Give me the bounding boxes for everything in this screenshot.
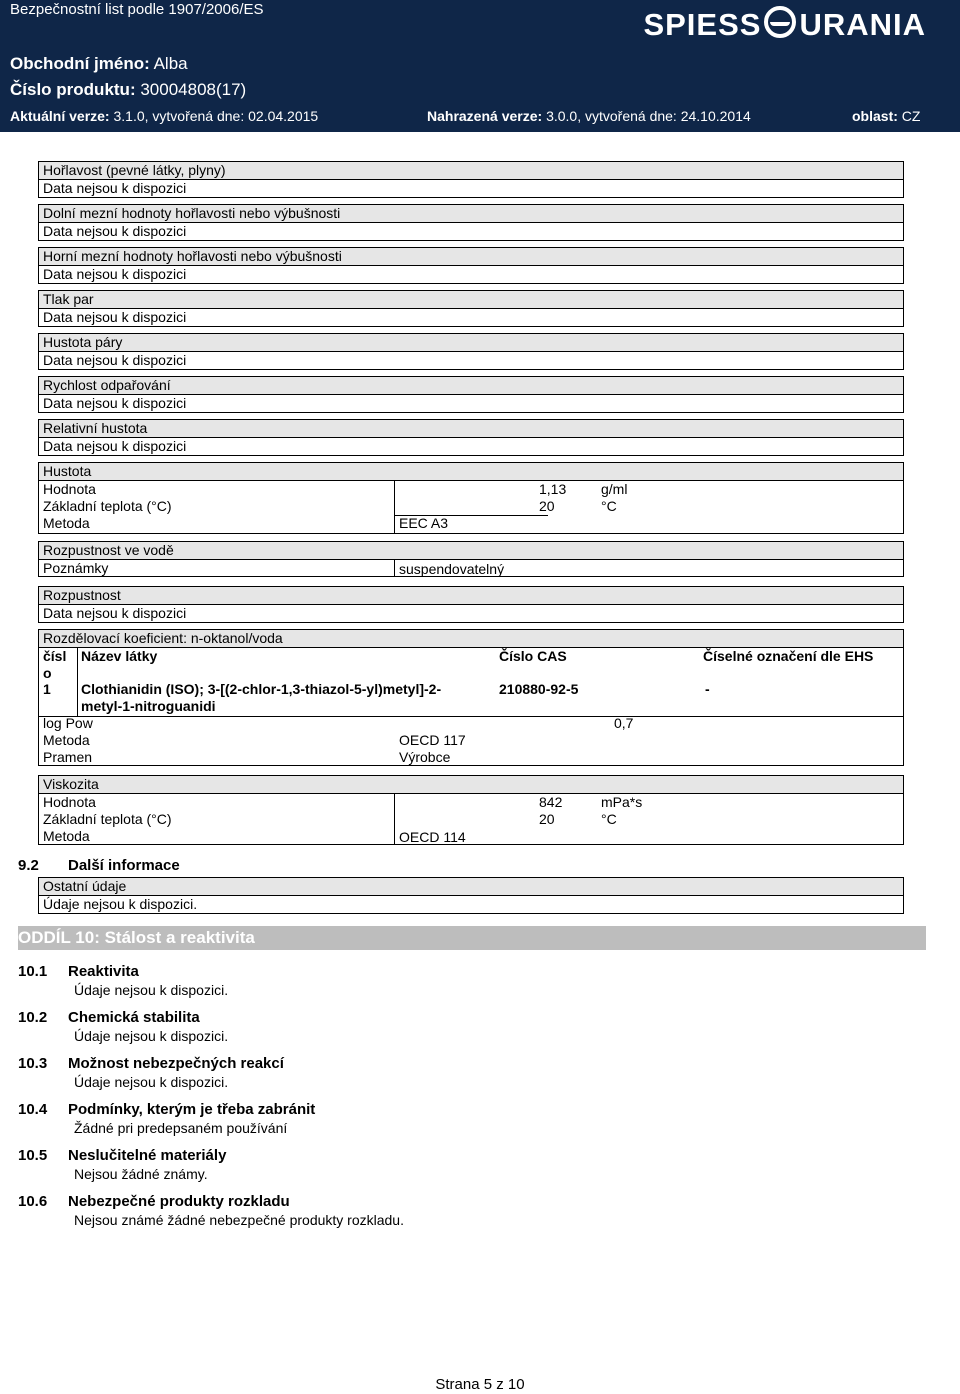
box-title: Rozdělovací koeficient: n-oktanol/voda xyxy=(39,630,903,648)
item-title: Chemická stabilita xyxy=(68,1009,200,1026)
subsection-9-2-number: 9.2 xyxy=(18,857,39,874)
box-text: Data nejsou k dispozici xyxy=(43,180,187,196)
box-title: Hustota xyxy=(39,463,903,481)
item-text: Údaje nejsou k dispozici. xyxy=(74,1074,229,1090)
viskozita-row-method: Metoda OECD 114 xyxy=(43,828,466,845)
box-rychlost-odparovani xyxy=(38,376,904,413)
item-title: Neslučitelné materiály xyxy=(68,1147,227,1164)
box-ostatni-udaje xyxy=(38,877,904,914)
koeficient-header-row: čísl Název látky Číslo CAS Číselné označení dle EHS xyxy=(43,648,874,664)
hustota-row-temp: Základní teplota (°C) 20 °C xyxy=(43,498,617,514)
divider xyxy=(77,648,78,716)
product-info-bar xyxy=(0,42,960,132)
company-logo: SPIESS URANIA xyxy=(643,7,926,42)
section-10-header: ODDÍL 10: Stálost a reaktivita xyxy=(18,926,926,950)
item-number: 10.5 xyxy=(18,1147,48,1164)
rozpustnost-voda-row: Poznámky suspendovatelný xyxy=(43,560,505,577)
box-title: Tlak par xyxy=(39,291,903,309)
item-number: 10.2 xyxy=(18,1009,48,1026)
divider xyxy=(39,716,903,717)
logo-circle-icon xyxy=(764,6,796,38)
document-header xyxy=(0,0,960,42)
item-number: 10.6 xyxy=(18,1193,48,1210)
item-text: Údaje nejsou k dispozici. xyxy=(74,982,229,998)
box-text: Data nejsou k dispozici xyxy=(43,352,187,368)
region: oblast: CZ xyxy=(852,108,921,124)
box-koeficient xyxy=(38,629,904,766)
box-title: Hořlavost (pevné látky, plyny) xyxy=(39,162,903,180)
box-text: Údaje nejsou k dispozici. xyxy=(43,896,198,912)
divider xyxy=(394,481,395,533)
box-title: Ostatní údaje xyxy=(39,878,903,896)
box-horni-mez xyxy=(38,247,904,284)
koeficient-header-row-2: o xyxy=(43,665,52,681)
current-version: Aktuální verze: 3.1.0, vytvořená dne: 02.04.2015 xyxy=(10,108,319,124)
box-text: Data nejsou k dispozici xyxy=(43,266,187,282)
page-number: Strana 5 z 10 xyxy=(435,1376,525,1393)
viskozita-row-temp: Základní teplota (°C) 20 °C xyxy=(43,811,617,827)
box-text: Data nejsou k dispozici xyxy=(43,395,187,411)
box-title: Rychlost odpařování xyxy=(39,377,903,395)
logpow-row: log Pow 0,7 xyxy=(43,715,634,731)
divider xyxy=(394,794,395,844)
viskozita-row-value: Hodnota 842 mPa*s xyxy=(43,794,643,810)
document-title: Bezpečnostní list podle 1907/2006/ES xyxy=(10,1,264,18)
trade-name: Obchodní jméno: Alba xyxy=(10,54,188,73)
box-rozpustnost xyxy=(38,586,904,623)
box-tlak-par xyxy=(38,290,904,327)
item-number: 10.3 xyxy=(18,1055,48,1072)
box-title: Relativní hustota xyxy=(39,420,903,438)
item-text: Nejsou žádné známy. xyxy=(74,1166,208,1182)
box-text: Data nejsou k dispozici xyxy=(43,309,187,325)
box-hustota xyxy=(38,462,904,534)
item-number: 10.4 xyxy=(18,1101,48,1118)
pramen-row: Pramen Výrobce xyxy=(43,749,451,765)
box-rozpustnost-voda xyxy=(38,541,904,577)
item-title: Reaktivita xyxy=(68,963,139,980)
box-dolni-mez xyxy=(38,204,904,241)
item-number: 10.1 xyxy=(18,963,48,980)
box-text: Data nejsou k dispozici xyxy=(43,223,187,239)
box-viskozita xyxy=(38,775,904,845)
metoda-row: Metoda OECD 117 xyxy=(43,732,466,748)
replaced-version: Nahrazená verze: 3.0.0, vytvořená dne: 24.10.2014 xyxy=(427,108,751,124)
box-title: Dolní mezní hodnoty hořlavosti nebo výbušnosti xyxy=(39,205,903,223)
box-text: Data nejsou k dispozici xyxy=(43,605,187,621)
box-title: Horní mezní hodnoty hořlavosti nebo výbušnosti xyxy=(39,248,903,266)
box-title: Rozpustnost xyxy=(39,587,903,605)
item-title: Nebezpečné produkty rozkladu xyxy=(68,1193,290,1210)
table-row-continued: metyl-1-nitroguanidi xyxy=(81,698,216,714)
box-hustota-pary xyxy=(38,333,904,370)
box-relativni-hustota xyxy=(38,419,904,456)
item-title: Podmínky, kterým je třeba zabránit xyxy=(68,1101,316,1118)
hustota-row-value: Hodnota 1,13 g/ml xyxy=(43,481,628,497)
box-horlavost xyxy=(38,161,904,198)
box-title: Viskozita xyxy=(39,776,903,794)
hustota-row-method: Metoda EEC A3 xyxy=(43,515,449,531)
table-row: 1 Clothianidin (ISO); 3-[(2-chlor-1,3-thiazol-5-yl)metyl]-2- 210880-92-5 - xyxy=(43,681,710,697)
product-number: Číslo produktu: 30004808(17) xyxy=(10,80,247,99)
divider xyxy=(394,515,548,516)
item-text: Žádné pri predepsaném používání xyxy=(74,1120,288,1136)
item-title: Možnost nebezpečných reakcí xyxy=(68,1055,284,1072)
box-title: Rozpustnost ve vodě xyxy=(39,542,903,560)
divider xyxy=(394,560,395,576)
subsection-9-2-title: Další informace xyxy=(68,857,180,874)
box-text: Data nejsou k dispozici xyxy=(43,438,187,454)
item-text: Nejsou známé žádné nebezpečné produkty rozkladu. xyxy=(74,1212,404,1228)
box-title: Hustota páry xyxy=(39,334,903,352)
item-text: Údaje nejsou k dispozici. xyxy=(74,1028,229,1044)
